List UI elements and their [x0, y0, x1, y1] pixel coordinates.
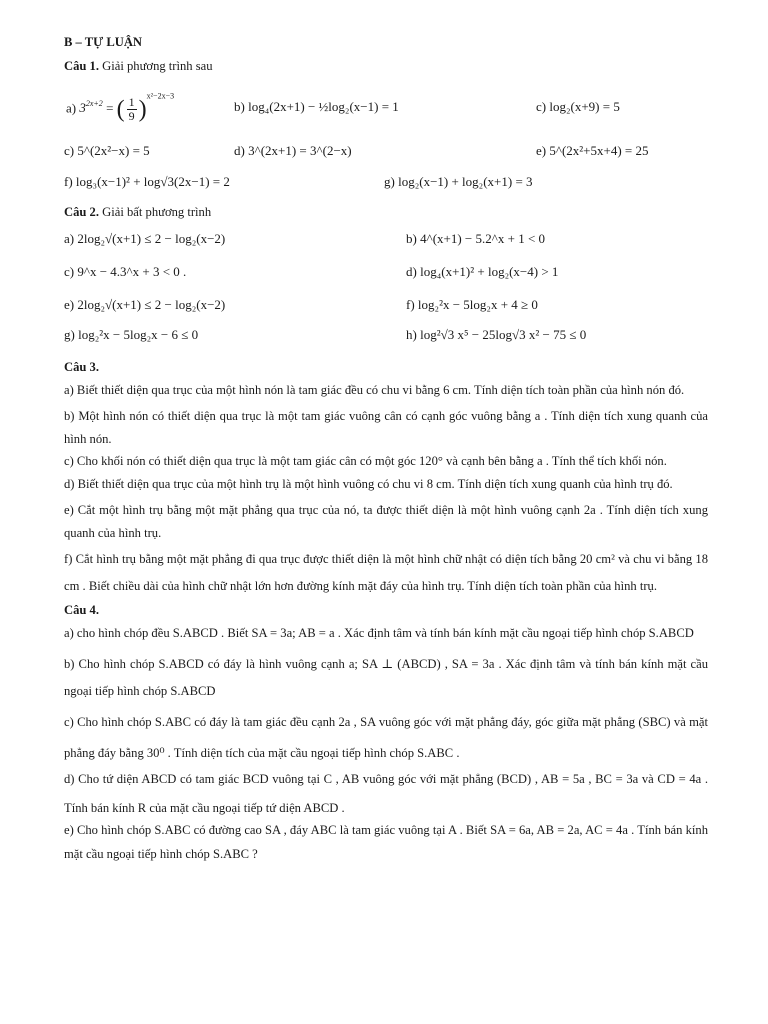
q1-c — [536, 99, 620, 115]
q2-a-label: a) — [64, 231, 75, 246]
q2-b — [406, 231, 545, 247]
q2-c-expr: 9^x − 4.3^x + 3 < 0 . — [77, 264, 187, 279]
q3-b: b) Một hình nón có thiết diện qua trục là một tam giác vuông cân có cạnh góc vuông bằng a . Tính diện tích xung quanh của hình nón. — [64, 409, 708, 446]
q2-d-label: d) — [406, 264, 417, 279]
q2-c-label: c) — [64, 264, 75, 279]
q1-a-label: a) — [66, 100, 77, 116]
q2-h — [406, 327, 586, 343]
q1-b — [234, 99, 399, 115]
q1-c-label: c) — [536, 99, 547, 114]
q2-header — [64, 204, 708, 220]
q1-c2 — [64, 143, 150, 159]
q1-f-label: f) — [64, 174, 73, 189]
q1-c2-expr: 5^(2x²−x) = 5 — [77, 143, 150, 158]
q2-e — [64, 297, 225, 313]
q1-e-expr: 5^(2x²+5x+4) = 25 — [549, 143, 649, 158]
q1-d-expr: 3^(2x+1) = 3^(2−x) — [248, 143, 352, 158]
q2-label: Câu 2. — [64, 205, 99, 219]
q2-e-expr: 2log₂√(x+1) ≤ 2 − log₂(x−2) — [77, 297, 226, 312]
q3-f: f) Cắt hình trụ bằng một mặt phẳng đi qua trục được thiết diện là một hình chữ nhật có diện tích bằng 20 cm² và chu vi bằng 18 cm . Biết chiều dài của hình chữ nhật lớn hơn đường kính mặt đáy của hình trụ. Tính diện tích toàn phần của hình trụ. — [64, 552, 708, 593]
q4-c: c) Cho hình chóp S.ABC có đáy là tam giác đều cạnh 2a , SA vuông góc với mặt phẳng đáy, góc giữa mặt phẳng (SBC) và mặt phẳng đáy bằng 30⁰ . Tính diện tích của mặt cầu ngoại tiếp hình chóp S.ABC . — [64, 715, 708, 760]
q2-d-expr: log₄(x+1)² + log₂(x−4) > 1 — [420, 264, 559, 279]
q3-e: e) Cắt một hình trụ bằng một mặt phẳng qua trục của nó, ta được thiết diện là một hình vuông cạnh 2a . Tính diện tích xung quanh của hình trụ. — [64, 503, 708, 540]
q2-h-label: h) — [406, 327, 417, 342]
q2-prompt: Giải bất phương trình — [102, 205, 212, 219]
q1-g — [384, 174, 533, 190]
q1-c2-label: c) — [64, 143, 75, 158]
q2-a — [64, 231, 225, 247]
q2-f — [406, 297, 538, 313]
q1-g-label: g) — [384, 174, 395, 189]
q2-h-expr: log²√3 x⁵ − 25log√3 x² − 75 ≤ 0 — [420, 327, 587, 342]
q1-a: a) $3^{2x+2}$ = ( $\frac{1}{9}$ )$^{x^2-2x-3}$ — [66, 91, 175, 123]
q1-d-label: d) — [234, 143, 245, 158]
q3-c: c) Cho khối nón có thiết diện qua trục là một tam giác cân có một góc 120° và cạnh bên bằng a . Tính thể tích khối nón. — [64, 454, 667, 468]
q4-label: Câu 4. — [64, 603, 99, 617]
q1-c-expr: log₂(x+9) = 5 — [549, 99, 620, 114]
q2-b-label: b) — [406, 231, 417, 246]
q1-b-expr: log₄(2x+1) − ½log₂(x−1) = 1 — [248, 99, 399, 114]
q1-e-label: e) — [536, 143, 547, 158]
q2-f-label: f) — [406, 297, 415, 312]
q1-g-expr: log₂(x−1) + log₂(x+1) = 3 — [398, 174, 533, 189]
q4-e: e) Cho hình chóp S.ABC có đường cao SA , đáy ABC là tam giác vuông tại A . Biết SA = 6a, AB = 2a, AC = 4a . Tính bán kính mặt cầu ngoại tiếp hình chóp S.ABC ? — [64, 823, 708, 861]
q1-f — [64, 174, 230, 190]
q1-f-expr: log₃(x−1)² + log√3(2x−1) = 2 — [75, 174, 230, 189]
q1-b-label: b) — [234, 99, 245, 114]
q2-e-label: e) — [64, 297, 75, 312]
q3-label: Câu 3. — [64, 360, 99, 374]
q2-a-expr: 2log₂√(x+1) ≤ 2 − log₂(x−2) — [77, 231, 226, 246]
section-heading: B – TỰ LUẬN — [64, 35, 143, 49]
q4-a: a) cho hình chóp đều S.ABCD . Biết SA = 3a; AB = a . Xác định tâm và tính bán kính mặt cầu ngoại tiếp hình chóp S.ABCD — [64, 626, 694, 640]
q1-header — [64, 58, 708, 74]
q1-prompt: Giải phương trình sau — [102, 59, 213, 73]
q4-b: b) Cho hình chóp S.ABCD có đáy là hình vuông cạnh a; SA ⊥ (ABCD) , SA = 3a . Xác định tâm và tính bán kính mặt cầu ngoại tiếp hình chóp S.ABCD — [64, 657, 708, 698]
q2-d — [406, 264, 558, 280]
q4-d: d) Cho tứ diện ABCD có tam giác BCD vuông tại C , AB vuông góc với mặt phẳng (BCD) , AB = 5a , BC = 3a và CD = 4a . Tính bán kính R của mặt cầu ngoại tiếp tứ diện ABCD . — [64, 772, 708, 815]
q1-d — [234, 143, 352, 159]
q2-g — [64, 327, 198, 343]
q2-f-expr: log₂²x − 5log₂x + 4 ≥ 0 — [417, 297, 538, 312]
q2-g-expr: log₂²x − 5log₂x − 6 ≤ 0 — [78, 327, 199, 342]
q2-c — [64, 264, 186, 280]
q2-g-label: g) — [64, 327, 75, 342]
q1-label: Câu 1. — [64, 59, 99, 73]
q1-e — [536, 143, 649, 159]
q3-d: d) Biết thiết diện qua trục của một hình trụ là một hình vuông có chu vi 8 cm. Tính diện tích xung quanh của hình trụ đó. — [64, 477, 673, 491]
q2-b-expr: 4^(x+1) − 5.2^x + 1 < 0 — [420, 231, 546, 246]
q3-a: a) Biết thiết diện qua trục của một hình nón là tam giác đều có chu vi bằng 6 cm. Tính diện tích toàn phần của hình nón đó. — [64, 383, 685, 397]
